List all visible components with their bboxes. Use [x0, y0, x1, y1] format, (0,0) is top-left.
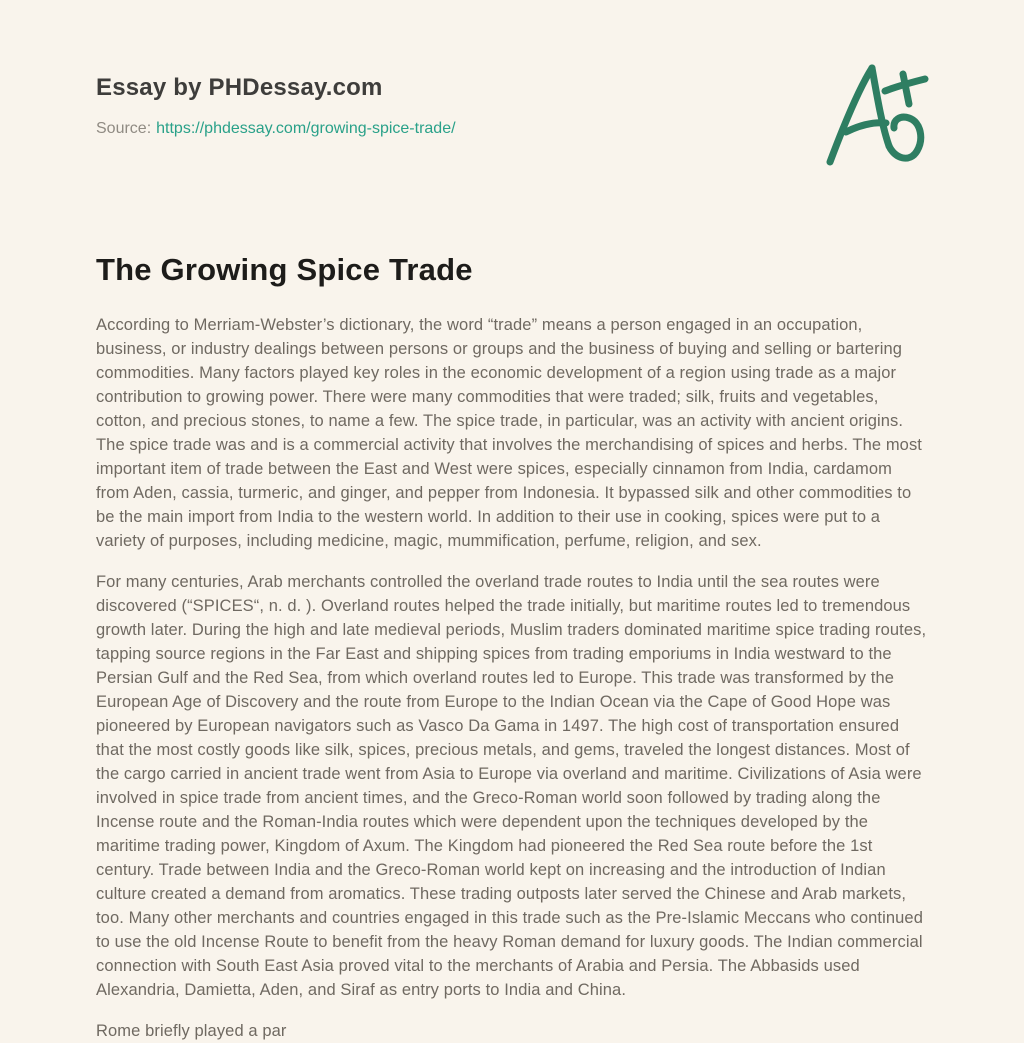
- essay-paragraph-3-truncated: Rome briefly played a par: [96, 1022, 287, 1040]
- page-header: [96, 74, 930, 168]
- essay-paragraph-2: For many centuries, Arab merchants controlled the overland trade routes to India until the sea routes were discovered (“SPICES“, n. d. ). Overland routes helped the trade initially, but maritime routes led to tremendous growth later. During the high and late medieval periods, Muslim traders dominated maritime spice trading routes, tapping source regions in the Far East and shipping spices from trading emporiums in India westward to the Persian Gulf and the Red Sea, from which overland routes led to Europe. This trade was transformed by the European Age of Discovery and the route from Europe to the Indian Ocean via the Cape of Good Hope was pioneered by European navigators such as Vasco Da Gama in 1497. The high cost of transportation ensured that the most costly goods like silk, spices, precious metals, and gems, traveled the longest distances. Most of the cargo carried in ancient trade went from Asia to Europe via overland and maritime. Civilizations of Asia were involved in spice trade from ancient times, and the Greco-Roman world soon followed by trading along the Incense route and the Roman-India routes which were dependent upon the techniques developed by the maritime trading power, Kingdom of Axum. The Kingdom had pioneered the Red Sea route before the 1st century. Trade between India and the Greco-Roman world kept on increasing and the introduction of Indian culture created a demand from aromatics. These trading outposts later served the Chinese and Arab markets, too. Many other merchants and countries engaged in this trade such as the Pre-Islamic Meccans who continued to use the old Incense Route to benefit from the heavy Roman demand for luxury goods. The Indian commercial connection with South East Asia proved vital to the merchants of Arabia and Persia. The Abbasids used Alexandria, Damietta, Aden, and Siraf as entry ports to India and China.: [96, 573, 927, 999]
- a-plus-logo-icon: [820, 60, 930, 168]
- essay-title: The Growing Spice Trade: [96, 252, 473, 287]
- source-link[interactable]: https://phdessay.com/growing-spice-trade/: [156, 119, 456, 137]
- essay-paragraph-1: According to Merriam-Webster’s dictionary, the word “trade” means a person engaged in an occupation, business, or industry dealings between persons or groups and the business of buying and selling or bartering commodities. Many factors played key roles in the economic development of a region using trade as a major contribution to growing power. There were many commodities that were traded; silk, fruits and vegetables, cotton, and precious stones, to name a few. The spice trade, in particular, was an activity with ancient origins. The spice trade was and is a commercial activity that involves the merchandising of spices and herbs. The most important item of trade between the East and West were spices, especially cinnamon from India, cardamom from Aden, cassia, turmeric, and ginger, and pepper from Indonesia. It bypassed silk and other commodities to be the main import from India to the western world. In addition to their use in cooking, spices were put to a variety of purposes, including medicine, magic, mummification, perfume, religion, and sex.: [96, 316, 922, 550]
- header-text-block: [96, 74, 456, 139]
- source-label: Source:: [96, 119, 152, 137]
- a-plus-logo-strokes: [830, 68, 925, 162]
- source-row: [96, 119, 456, 139]
- essay-body: [96, 313, 930, 1043]
- byline: Essay by PHDessay.com: [96, 74, 383, 101]
